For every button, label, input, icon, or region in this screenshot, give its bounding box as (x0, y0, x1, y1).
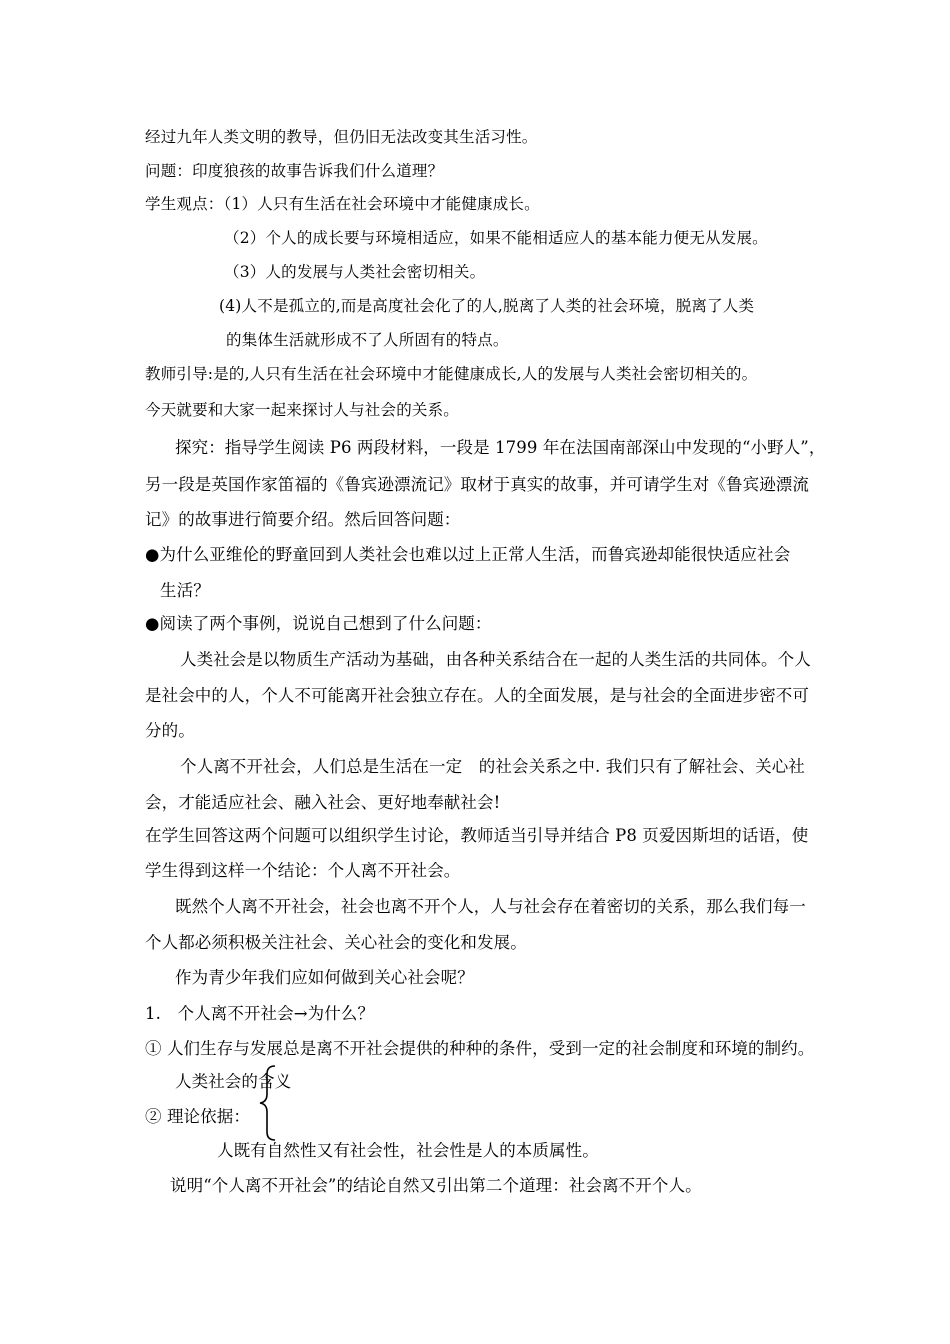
text-line-7: 的集体生活就形成不了人所固有的特点。 (226, 331, 509, 349)
curly-brace-icon (257, 1064, 279, 1142)
text-line-23: 既然个人离不开社会，社会也离不开个人，人与社会存在着密切的关系，那么我们每一 (175, 897, 806, 916)
text-line-18: 分的。 (145, 721, 195, 740)
text-line-11: 另一段是英国作家笛福的《鲁宾逊漂流记》取材于真实的故事，并可请学生对《鲁宾逊漂流 (145, 475, 809, 494)
text-line-8: 教师引导:是的,人只有生活在社会环境中才能健康成长,人的发展与人类社会密切相关的。 (145, 365, 758, 383)
text-line-6: (4)人不是孤立的,而是高度社会化了的人,脱离了人类的社会环境，脱离了人类 (219, 297, 755, 315)
text-line-27: ① 人们生存与发展总是离不开社会提供的种种的条件，受到一定的社会制度和环境的制约。 (145, 1039, 815, 1058)
text-line-20: 会，才能适应社会、融入社会、更好地奉献社会! (145, 793, 501, 812)
text-line-9: 今天就要和大家一起来探讨人与社会的关系。 (145, 401, 460, 419)
text-line-10: 探究：指导学生阅读 P6 两段材料，一段是 1799 年在法国南部深山中发现的“小野人”， (175, 438, 826, 457)
text-line-29: ② 理论依据： (145, 1107, 250, 1126)
text-line-26: 1. 个人离不开社会→为什么？ (145, 1004, 375, 1023)
text-line-28: 人类社会的含义 (175, 1072, 292, 1091)
text-line-12: 记》的故事进行简要介绍。然后回答问题： (145, 510, 461, 529)
text-line-30: 人既有自然性又有社会性，社会性是人的本质属性。 (217, 1141, 599, 1160)
text-line-19: 个人离不开社会，人们总是生活在一定 的社会关系之中. 我们只有了解社会、关心社 (180, 757, 805, 776)
text-line-5: （3）人的发展与人类社会密切相关。 (224, 263, 486, 281)
text-line-13: ●为什么亚维伦的野童回到人类社会也难以过上正常人生活，而鲁宾逊却能很快适应社会 (145, 545, 791, 564)
text-line-24: 个人都必须积极关注社会、关心社会的变化和发展。 (145, 933, 527, 952)
text-line-25: 作为青少年我们应如何做到关心社会呢？ (175, 968, 474, 987)
text-line-16: 人类社会是以物质生产活动为基础，由各种关系结合在一起的人类生活的共同体。个人 (180, 650, 811, 669)
text-line-1: 经过九年人类文明的教导，但仍旧无法改变其生活习性。 (145, 128, 538, 146)
text-line-31: 说明“个人离不开社会”的结论自然又引出第二个道理：社会离不开个人。 (170, 1176, 702, 1195)
text-line-22: 学生得到这样一个结论：个人离不开社会。 (145, 861, 461, 880)
text-line-14: 生活？ (160, 581, 210, 600)
text-line-2: 问题：印度狼孩的故事告诉我们什么道理？ (145, 162, 444, 180)
text-line-21: 在学生回答这两个问题可以组织学生讨论，教师适当引导并结合 P8 页爱因斯坦的话语，使 (145, 826, 809, 845)
text-line-3: 学生观点：（1）人只有生活在社会环境中才能健康成长。 (145, 195, 540, 213)
text-line-4: （2）个人的成长要与环境相适应，如果不能相适应人的基本能力便无从发展。 (224, 229, 768, 247)
text-line-17: 是社会中的人，个人不可能离开社会独立存在。人的全面发展，是与社会的全面进步密不可 (145, 686, 809, 705)
text-line-15: ●阅读了两个事例，说说自己想到了什么问题： (145, 614, 492, 633)
